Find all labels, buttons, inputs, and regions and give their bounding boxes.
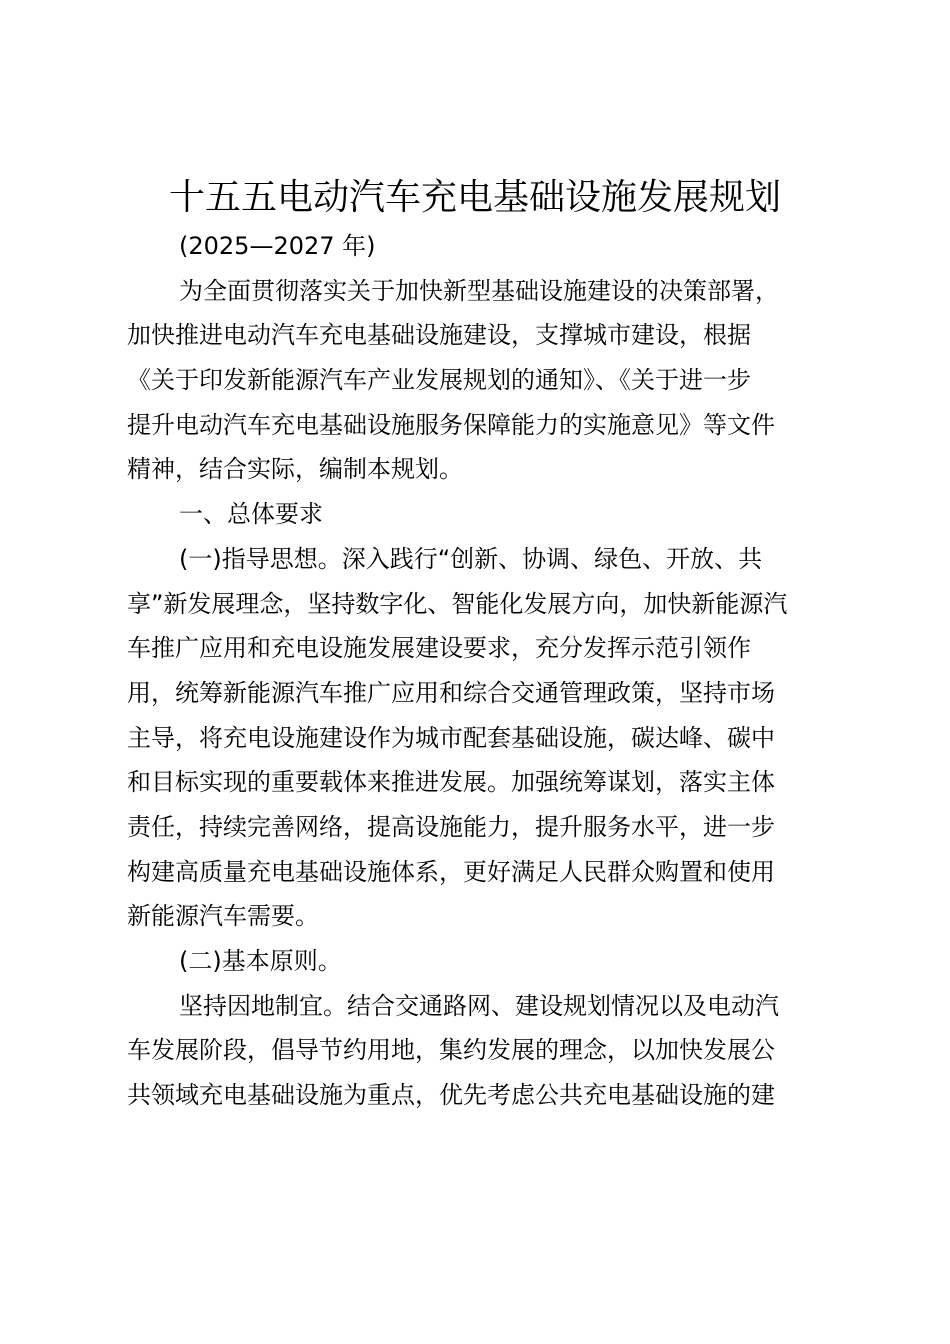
paragraph-line: 和目标实现的重要载体来推进发展。加强统筹谋划，落实主体 bbox=[127, 768, 775, 797]
paragraph-line: 加快推进电动汽车充电基础设施建设，支撑城市建设，根据 bbox=[127, 321, 751, 350]
paragraph-line: 用，统筹新能源汽车推广应用和综合交通管理政策，坚持市场 bbox=[127, 678, 775, 707]
paragraph-line: 车发展阶段，倡导节约用地，集约发展的理念，以加快发展公 bbox=[127, 1036, 775, 1065]
document-body bbox=[127, 224, 827, 1118]
paragraph-line: 主导，将充电设施建设作为城市配套基础设施，碳达峰、碳中 bbox=[127, 723, 775, 752]
paragraph-line: (2025—2027 年) bbox=[179, 232, 376, 260]
paragraph-line: 享”新发展理念，坚持数字化、智能化发展方向，加快新能源汽 bbox=[127, 589, 788, 618]
paragraph-line: 构建高质量充电基础设施体系，更好满足人民群众购置和使用 bbox=[127, 857, 775, 886]
paragraph-line: (一)指导思想。深入践行“创新、协调、绿色、开放、共 bbox=[179, 544, 763, 573]
paragraph-line: 为全面贯彻落实关于加快新型基础设施建设的决策部署， bbox=[179, 276, 779, 305]
paragraph-line: 共领域充电基础设施为重点，优先考虑公共充电基础设施的建 bbox=[127, 1081, 775, 1110]
paragraph-line: 新能源汽车需要。 bbox=[127, 902, 319, 931]
document-title: 十五五电动汽车充电基础设施发展规划 bbox=[168, 177, 781, 218]
paragraph-line: 提升电动汽车充电基础设施服务保障能力的实施意见》等文件 bbox=[127, 410, 775, 439]
paragraph-line: 坚持因地制宜。结合交通路网、建设规划情况以及电动汽 bbox=[179, 991, 779, 1020]
paragraph-line: 精神，结合实际，编制本规划。 bbox=[127, 455, 463, 484]
paragraph-line: 一、总体要求 bbox=[179, 500, 323, 529]
paragraph-line: (二)基本原则。 bbox=[179, 947, 342, 975]
paragraph-line: 车推广应用和充电设施发展建设要求，充分发挥示范引领作 bbox=[127, 634, 751, 663]
paragraph-line: 《关于印发新能源汽车产业发展规划的通知》、《关于进一步 bbox=[127, 366, 751, 395]
paragraph-line: 责任，持续完善网络，提高设施能力，提升服务水平，进一步 bbox=[127, 812, 775, 841]
